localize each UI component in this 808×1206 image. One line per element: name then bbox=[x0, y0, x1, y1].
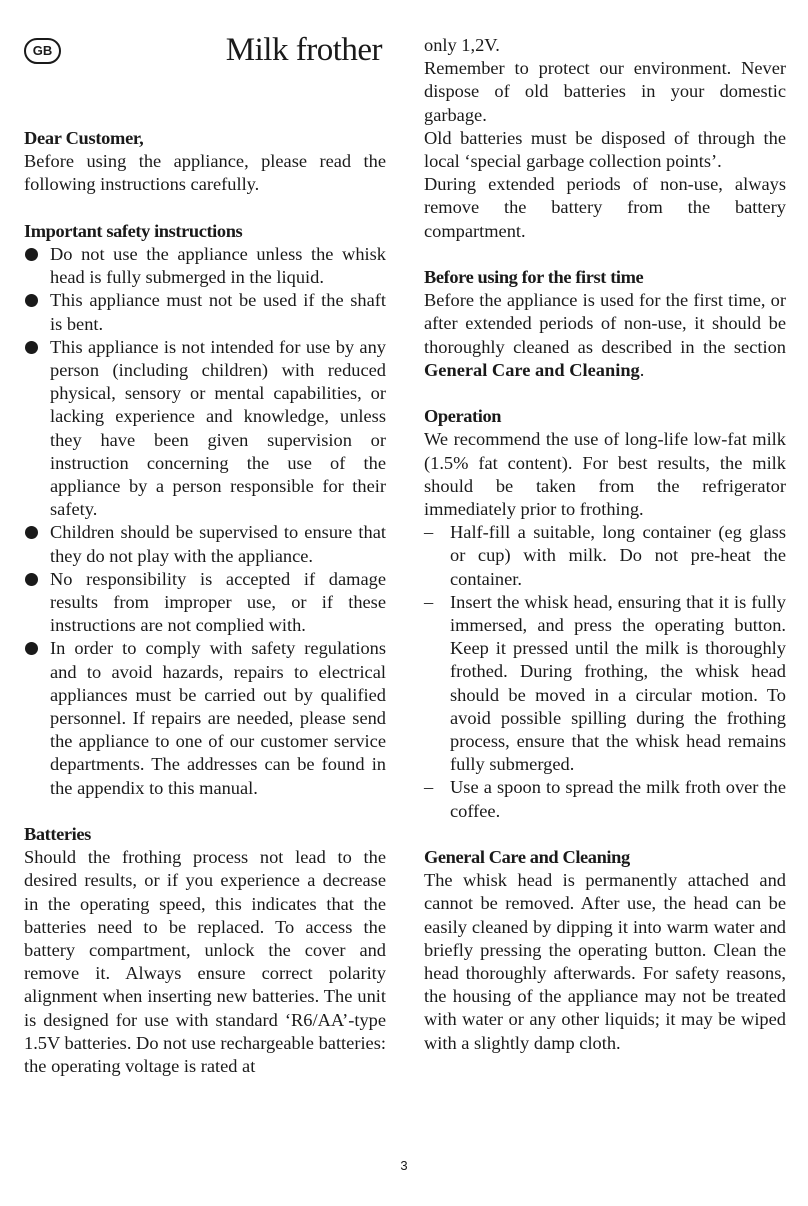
salutation: Dear Customer, bbox=[24, 128, 144, 148]
left-column bbox=[24, 0, 386, 1078]
section-reference: General Care and Cleaning bbox=[424, 359, 640, 380]
care-text: The whisk head is permanently attached and cannot be removed. After use, the head can be easily cleaned by dipping it into warm water and briefly pressing the operating button. Clean the head thoroughly afterwards. For safety reasons, the housing of the appliance may not be treated with water or any other liquids; it may be wiped with a slightly damp cloth. bbox=[424, 870, 786, 1053]
batteries-disposal: Old batteries must be disposed of through the local ‘special garbage collection points’. bbox=[424, 127, 786, 172]
bullet-icon bbox=[25, 294, 38, 307]
bullet-icon bbox=[25, 248, 38, 261]
batteries-text: Should the frothing process not lead to the desired results, or if you experience a decrease in the operating speed, this indicates that the batteries need to be replaced. To access the battery compartment, unlock the cover and remove it. Always ensure correct polarity alignment when inserting new batteries. The unit is designed for use with standard ‘R6/AA’-type 1.5V batteries. Do not use rechargeable batteries: the operating voltage is rated at bbox=[24, 847, 386, 1077]
operation-step: – Insert the whisk head, ensuring that it is fully immersed, and press the operating button. Keep it pressed until the milk is thoroughly frothed. During frothing, the whisk head should be moved in a circular motion. To avoid possible spilling during the frothing process, ensure that the whisk head remains fully submerged. bbox=[424, 591, 786, 775]
safety-list bbox=[24, 243, 386, 800]
first-use-heading: Before using for the first time bbox=[424, 267, 644, 288]
safety-item: In order to comply with safety regulations and to avoid hazards, repairs to electrical appliances must be carried out by qualified personnel. If repairs are needed, please send the appliance to one of our customer service departments. The addresses can be found in the appendix to this manual. bbox=[24, 637, 386, 799]
intro-text: Before using the appliance, please read the following instructions carefully. bbox=[24, 151, 386, 195]
batteries-heading: Batteries bbox=[24, 824, 91, 845]
bullet-icon bbox=[25, 642, 38, 655]
safety-heading: Important safety instructions bbox=[24, 220, 243, 241]
operation-steps bbox=[424, 521, 786, 823]
safety-item: No responsibility is accepted if damage results from improper use, or if these instructions are not complied with. bbox=[24, 568, 386, 638]
dash-marker: – bbox=[424, 777, 434, 798]
operation-step: – Use a spoon to spread the milk froth over the coffee. bbox=[424, 777, 786, 821]
right-column bbox=[424, 0, 786, 1055]
batteries-non-use: During extended periods of non-use, always remove the battery from the battery compartment. bbox=[424, 174, 786, 241]
operation-step: – Half-fill a suitable, long container (eg glass or cup) with milk. Do not pre-heat the container. bbox=[424, 522, 786, 589]
operation-heading: Operation bbox=[424, 406, 502, 427]
dash-marker: – bbox=[424, 591, 434, 612]
bullet-icon bbox=[25, 526, 38, 539]
dash-marker: – bbox=[424, 522, 434, 543]
page-header bbox=[24, 0, 386, 100]
safety-item: Children should be supervised to ensure that they do not play with the appliance. bbox=[24, 521, 386, 567]
safety-item: This appliance must not be used if the shaft is bent. bbox=[24, 289, 386, 335]
care-heading: General Care and Cleaning bbox=[424, 847, 630, 868]
batteries-environment: Remember to protect our environment. Never dispose of old batteries in your domestic garbage. bbox=[424, 58, 786, 125]
bullet-icon bbox=[25, 573, 38, 586]
batteries-continued: only 1,2V. bbox=[424, 35, 500, 55]
operation-text: We recommend the use of long-life low-fat milk (1.5% fat content). For best results, the milk should be taken from the refrigerator immediately prior to frothing. bbox=[424, 429, 786, 520]
page-number: 3 bbox=[400, 1158, 408, 1173]
safety-item: This appliance is not intended for use by any person (including children) with reduced physical, sensory or mental capabilities, or lacking experience and knowledge, unless they have been given supervision or instruction concerning the use of the appliance by a person responsible for their safety. bbox=[24, 336, 386, 522]
safety-item: Do not use the appliance unless the whisk head is fully submerged in the liquid. bbox=[24, 243, 386, 289]
first-use-text: Before the appliance is used for the first time, or after extended periods of non-use, it should be thoroughly cleaned as described in the section General Care and Cleaning. bbox=[424, 290, 786, 380]
bullet-icon bbox=[25, 341, 38, 354]
page-title: Milk frother bbox=[225, 32, 382, 68]
language-badge: GB bbox=[24, 38, 61, 64]
